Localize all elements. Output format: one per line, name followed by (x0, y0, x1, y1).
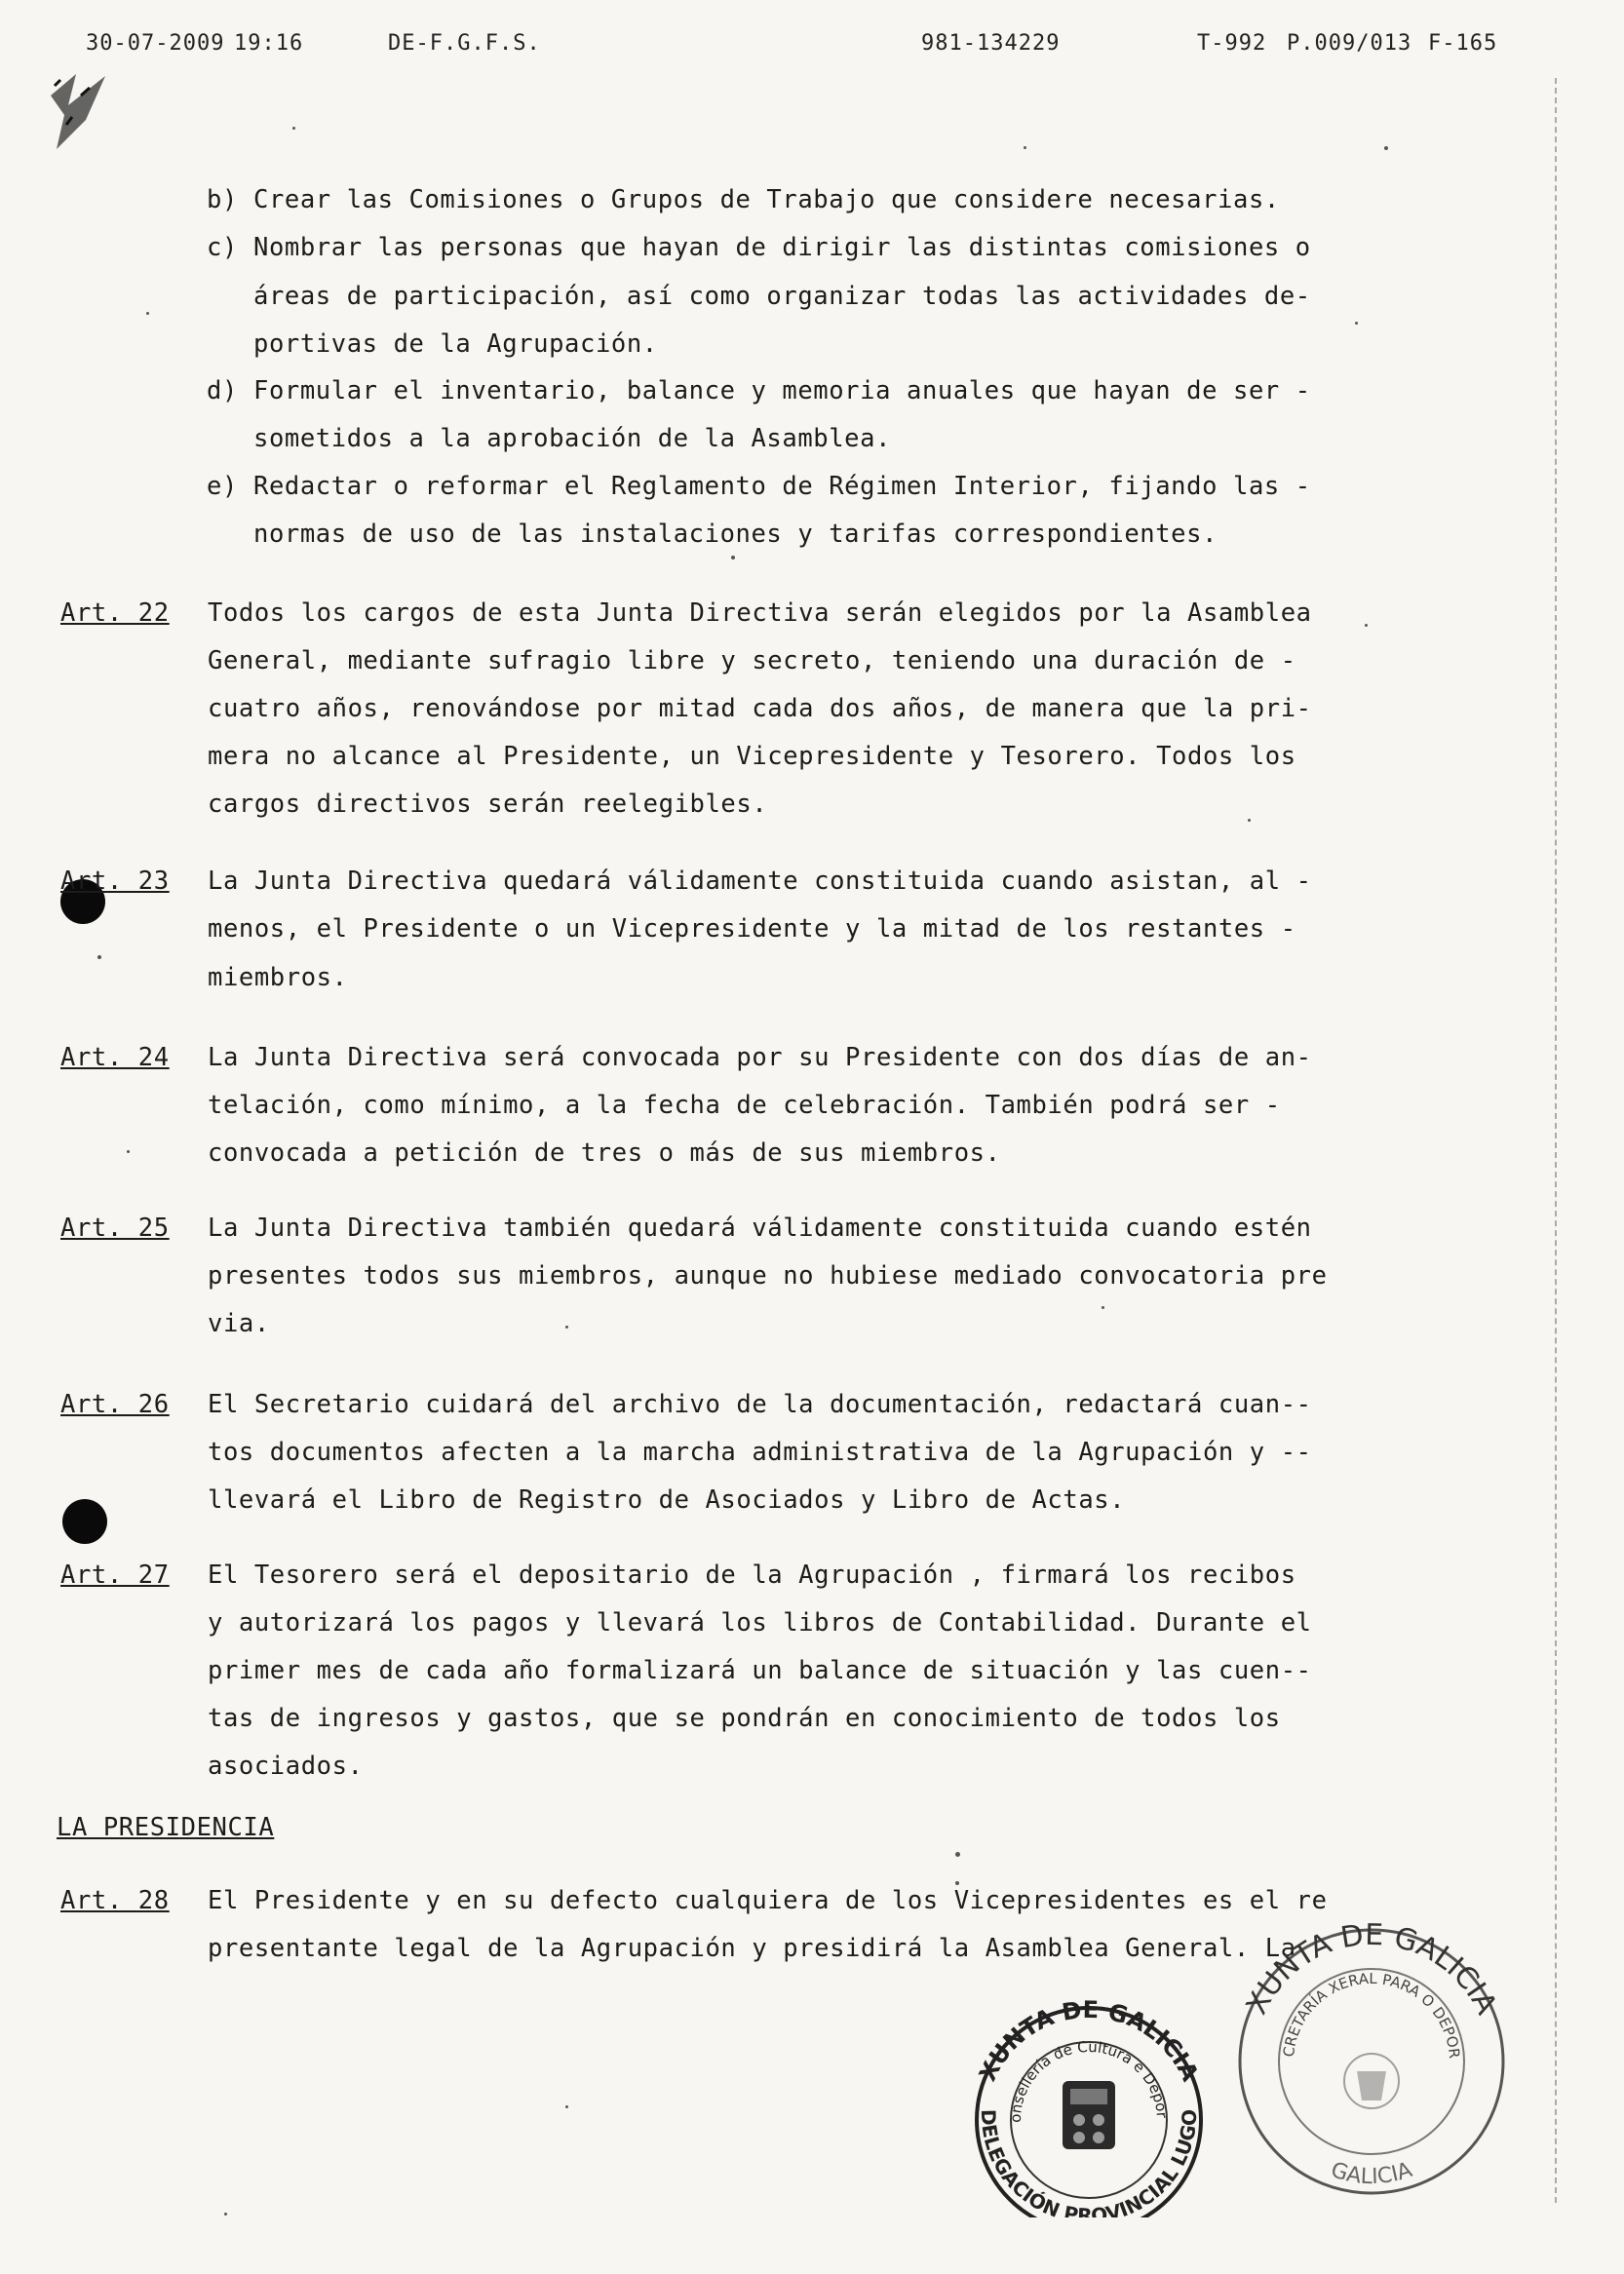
punch-hole-bottom (62, 1499, 107, 1544)
article-line: El Tesorero será el depositario de la Agrupación , firmará los recibos (208, 1561, 1296, 1590)
list-line: áreas de participación, así como organizar todas las actividades de- (253, 282, 1311, 311)
list-line: Formular el inventario, balance y memoria anuales que hayan de ser - (253, 376, 1311, 405)
article-line: mera no alcance al Presidente, un Vicepresidente y Tesorero. Todos los (208, 742, 1296, 771)
article-line: cargos directivos serán reelegibles. (208, 790, 768, 819)
stamp-right-top-text: XUNTA DE GALICIA (1239, 1917, 1504, 2021)
list-line: Crear las Comisiones o Grupos de Trabajo que considere necesarias. (253, 185, 1280, 214)
article-line: El Presidente y en su defecto cualquiera de los Vicepresidentes es el re (208, 1886, 1328, 1915)
article-line: primer mes de cada año formalizará un balance de situación y las cuen-- (208, 1656, 1312, 1685)
scan-edge-line (1555, 78, 1557, 2203)
article-label: Art. 27 (60, 1561, 170, 1590)
article-line: La Junta Directiva quedará válidamente constituida cuando asistan, al - (208, 867, 1312, 896)
fax-phone: 981-134229 (921, 31, 1061, 56)
article-line: telación, como mínimo, a la fecha de celebración. También podrá ser - (208, 1091, 1281, 1120)
stamp-right-bottom-text: GALICIA (1328, 2157, 1415, 2190)
list-line: Nombrar las personas que hayan de dirigir las distintas comisiones o (253, 233, 1311, 262)
emblem-icon (1344, 2054, 1399, 2108)
article-label: Art. 26 (60, 1390, 170, 1419)
article-line: llevará el Libro de Registro de Asociados y Libro de Actas. (208, 1485, 1126, 1515)
article-line: via. (208, 1309, 270, 1338)
stamp-secretaria-deporte (1220, 1915, 1523, 2208)
list-line: Redactar o reformar el Reglamento de Régimen Interior, fijando las - (253, 472, 1311, 501)
article-label: Art. 22 (60, 598, 170, 628)
fax-time: 19:16 (234, 31, 304, 56)
stamp-right-inner-text: CRETARÍA XERAL PARA O DEPOR (1280, 1969, 1463, 2059)
article-line: menos, el Presidente o un Vicepresidente y la mitad de los restantes - (208, 914, 1296, 944)
fax-sender: DE-F.G.F.S. (388, 31, 541, 56)
stamp-left-inner-text: onsellería de Cultura e Depor (1006, 2037, 1172, 2124)
corner-smudge (47, 66, 115, 154)
article-line: presentante legal de la Agrupación y presidirá la Asamblea General. La (208, 1934, 1296, 1963)
article-line: asociados. (208, 1752, 364, 1781)
article-line: Todos los cargos de esta Junta Directiva serán elegidos por la Asamblea (208, 598, 1312, 628)
article-line: General, mediante sufragio libre y secreto, teniendo una duración de - (208, 646, 1296, 675)
article-line: presentes todos sus miembros, aunque no hubiese mediado convocatoria pre (208, 1261, 1328, 1291)
fax-date: 30-07-2009 (86, 31, 225, 56)
svg-text:GALICIA (1328, 2158, 1415, 2189)
fax-page: P.009/013 (1287, 31, 1412, 56)
list-line: normas de uso de las instalaciones y tarifas correspondientes. (253, 520, 1218, 549)
article-line: tos documentos afecten a la marcha administrativa de la Agrupación y -- (208, 1438, 1312, 1467)
article-line: y autorizará los pagos y llevará los libros de Contabilidad. Durante el (208, 1608, 1312, 1638)
coat-of-arms-icon (1063, 2081, 1115, 2149)
section-heading: LA PRESIDENCIA (57, 1813, 275, 1842)
article-line: La Junta Directiva será convocada por su Presidente con dos días de an- (208, 1043, 1312, 1072)
article-label: Art. 23 (60, 867, 170, 896)
list-letter: d) (207, 376, 238, 405)
article-label: Art. 24 (60, 1043, 170, 1072)
article-line: miembros. (208, 963, 348, 992)
list-letter: c) (207, 233, 238, 262)
list-line: sometidos a la aprobación de la Asamblea. (253, 424, 892, 453)
stamp-left-bottom-text: DELEGACIÓN PROVINCIAL LUGO (976, 2108, 1202, 2217)
list-letter: b) (207, 185, 238, 214)
article-line: La Junta Directiva también quedará válidamente constituida cuando estén (208, 1214, 1312, 1243)
article-label: Art. 25 (60, 1214, 170, 1243)
article-line: convocada a petición de tres o más de sus miembros. (208, 1138, 1001, 1168)
article-line: tas de ingresos y gastos, que se pondrán en conocimiento de todos los (208, 1704, 1281, 1733)
list-line: portivas de la Agrupación. (253, 329, 658, 359)
fax-header (0, 31, 1624, 70)
stamp-left-top-text: XUNTA DE GALICIA (973, 1995, 1205, 2086)
fax-f-code: F-165 (1428, 31, 1498, 56)
stamp-consellería-lugo (947, 1993, 1230, 2217)
article-line: El Secretario cuidará del archivo de la documentación, redactará cuan-- (208, 1390, 1312, 1419)
article-label: Art. 28 (60, 1886, 170, 1915)
article-line: cuatro años, renovándose por mitad cada dos años, de manera que la pri- (208, 694, 1312, 723)
list-letter: e) (207, 472, 238, 501)
fax-t-code: T-992 (1197, 31, 1267, 56)
